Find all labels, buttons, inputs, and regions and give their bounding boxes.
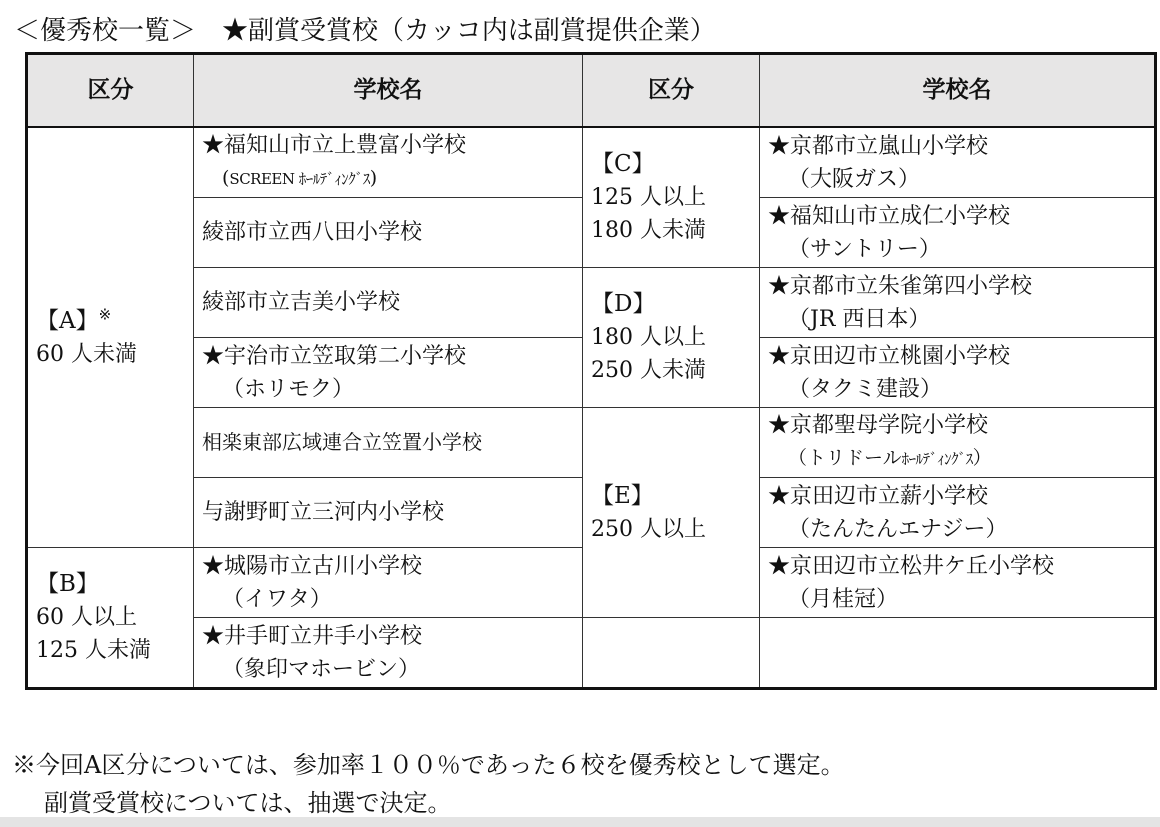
- category-a-code: 【A】: [36, 307, 99, 334]
- school-cell: [194, 198, 583, 268]
- category-e-range: 250 人以上: [591, 516, 706, 542]
- school-sponsor: （JR 西日本）: [788, 306, 931, 332]
- school-name: ★京都聖母学院小学校: [768, 413, 989, 438]
- school-name: ★城陽市立古川小学校: [202, 553, 423, 579]
- page-heading: [14, 14, 716, 48]
- school-cell: [760, 268, 1156, 338]
- award-table: [25, 52, 1157, 690]
- school-cell: [760, 127, 1156, 198]
- school-name: ★京田辺市立桃園小学校: [768, 343, 1011, 369]
- category-c-range-from: 125 人以上: [591, 185, 706, 210]
- category-d-range-to: 250 人未満: [591, 358, 706, 383]
- school-sponsor: （ホリモク）: [222, 376, 355, 402]
- table-row: [27, 268, 1156, 338]
- school-name: ★京田辺市立薪小学校: [768, 483, 989, 509]
- footnote-line-2: 副賞受賞校については、抽選で決定。: [44, 789, 452, 817]
- table-header-row: [27, 54, 1156, 128]
- school-name: ★井手町立井手小学校: [202, 623, 423, 649]
- empty-school-cell: [760, 618, 1156, 689]
- category-d-code: 【D】: [591, 291, 656, 317]
- school-name: ★京都市立朱雀第四小学校: [768, 273, 1033, 299]
- category-b-code: 【B】: [36, 571, 99, 597]
- category-d-range-from: 180 人以上: [591, 325, 706, 350]
- school-name: ★京都市立嵐山小学校: [768, 133, 989, 159]
- header-category-left: 区分: [27, 54, 194, 128]
- empty-category-cell: [583, 618, 760, 689]
- school-sponsor: （トリドールﾎｰﾙﾃﾞｨﾝｸﾞｽ）: [788, 447, 992, 469]
- school-sponsor: （象印マホービン）: [222, 656, 421, 682]
- category-c-code: 【C】: [591, 151, 655, 177]
- bottom-scroll-strip: [0, 817, 1160, 827]
- school-sponsor: （イワタ）: [222, 586, 332, 612]
- category-a-range: 60 人未満: [36, 341, 137, 367]
- school-cell: [194, 127, 583, 198]
- school-cell: [194, 478, 583, 548]
- school-name: ★宇治市立笠取第二小学校: [202, 343, 467, 369]
- school-cell: [760, 478, 1156, 548]
- category-e: [583, 408, 760, 618]
- header-school-right: 学校名: [760, 54, 1156, 128]
- table-row: [27, 408, 1156, 478]
- school-cell: [194, 338, 583, 408]
- footnote: [12, 746, 845, 822]
- table-row: [27, 127, 1156, 198]
- school-cell: [760, 198, 1156, 268]
- category-c: [583, 127, 760, 268]
- school-cell: [194, 268, 583, 338]
- school-cell: [194, 408, 583, 478]
- school-sponsor: （タクミ建設）: [788, 376, 943, 402]
- school-name: ★福知山市立成仁小学校: [768, 203, 1011, 229]
- header-category-right: 区分: [583, 54, 760, 128]
- school-name: ★京田辺市立松井ケ丘小学校: [768, 553, 1055, 579]
- school-sponsor: （たんたんエナジー）: [788, 516, 1008, 542]
- footnote-line-1: ※今回A区分については、参加率１００％であった６校を優秀校として選定。: [12, 751, 845, 779]
- school-sponsor: (SCREEN ﾎｰﾙﾃﾞｨﾝｸﾞｽ): [222, 167, 378, 189]
- school-cell: [194, 618, 583, 689]
- school-sponsor: （大阪ガス）: [788, 166, 921, 192]
- school-name: 与謝野町立三河内小学校: [202, 500, 445, 525]
- school-name: 相楽東部広域連合立笠置小学校: [202, 430, 482, 454]
- school-cell: [760, 408, 1156, 478]
- school-sponsor: （サントリー）: [788, 236, 941, 262]
- school-sponsor: （月桂冠）: [788, 586, 899, 612]
- category-b: [27, 548, 194, 689]
- category-b-range-from: 60 人以上: [36, 605, 137, 630]
- category-a: [27, 127, 194, 548]
- school-name: 綾部市立西八田小学校: [202, 220, 423, 245]
- header-school-left: 学校名: [194, 54, 583, 128]
- category-c-range-to: 180 人未満: [591, 218, 706, 243]
- school-name: ★福知山市立上豊富小学校: [202, 133, 467, 158]
- heading-subtitle: ★副賞受賞校（カッコ内は副賞提供企業）: [222, 16, 716, 46]
- school-cell: [760, 338, 1156, 408]
- category-b-range-to: 125 人未満: [36, 638, 151, 663]
- table-row: [27, 618, 1156, 689]
- category-e-code: 【E】: [591, 482, 654, 509]
- category-d: [583, 268, 760, 408]
- school-name: 綾部市立吉美小学校: [202, 290, 401, 315]
- category-a-note-mark: ※: [98, 304, 112, 323]
- heading-title: ＜優秀校一覧＞: [14, 16, 197, 46]
- school-cell: [194, 548, 583, 618]
- school-cell: [760, 548, 1156, 618]
